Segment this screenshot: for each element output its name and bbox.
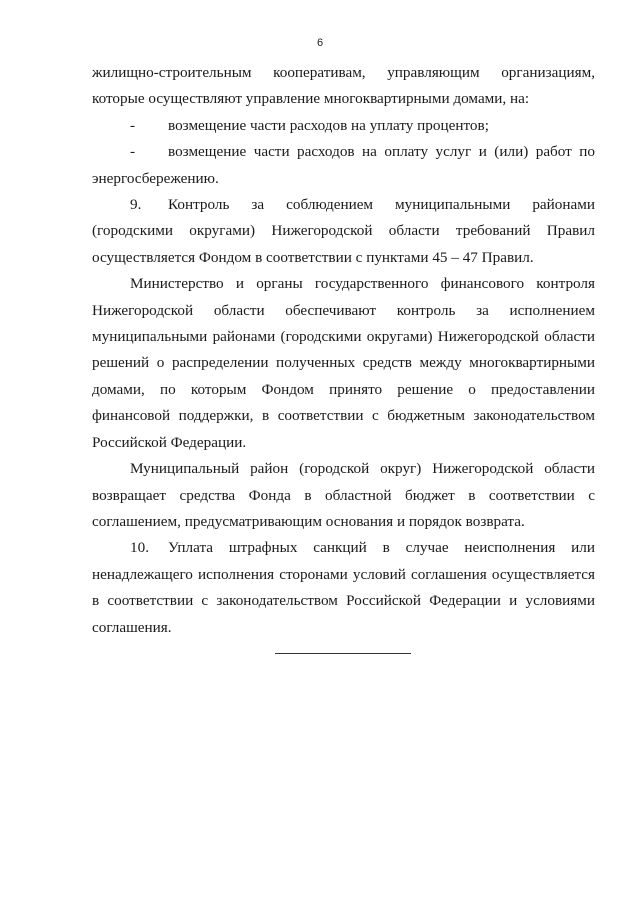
list-item-energy-saving bbox=[92, 139, 595, 192]
clause-9 bbox=[92, 192, 595, 271]
bullet-dash: - bbox=[130, 143, 136, 161]
list-item-text: возмещение части расходов на уплату процентов; bbox=[168, 116, 489, 134]
clause-number: 9. bbox=[130, 196, 142, 214]
page-number: 6 bbox=[316, 37, 324, 49]
paragraph-municipal-return: Муниципальный район (городской округ) Нижегородской области возвращает средства Фонда в областной бюджет в соответствии с соглашением, предусматривающим основания и порядок возврата. bbox=[92, 460, 595, 530]
clause-number: 10. bbox=[130, 539, 149, 557]
clause-text: Уплата штрафных санкций в случае неисполнения или ненадлежащего исполнения сторонами условий соглашения осуществляется в соответствии с законодательством Российской Федерации и условиями соглашения. bbox=[92, 539, 595, 636]
list-item-interest-compensation bbox=[92, 113, 595, 139]
closing-rule bbox=[275, 653, 411, 654]
document-body bbox=[92, 60, 595, 641]
clause-10 bbox=[92, 535, 595, 641]
clause-text: Контроль за соблюдением муниципальными районами (городскими округами) Нижегородской области требований Правил осуществляется Фондом в соответствии с пунктами 45 – 47 Правил. bbox=[92, 196, 595, 266]
list-item-text: возмещение части расходов на оплату услуг и (или) работ по энергосбережению. bbox=[92, 143, 595, 187]
paragraph-ministry-control: Министерство и органы государственного финансового контроля Нижегородской области обеспечивают контроль за исполнением муниципальными районами (городскими округами) Нижегородской области решений о распределении полученных средств между многоквартирными домами, по которым Фондом принято решение о предоставлении финансовой поддержки, в соответствии с бюджетным законодательством Российской Федерации. bbox=[92, 275, 595, 451]
bullet-dash: - bbox=[130, 116, 136, 134]
paragraph-intro: жилищно-строительным кооперативам, управляющим организациям, которые осуществляют управление многоквартирными домами, на: bbox=[92, 64, 595, 108]
